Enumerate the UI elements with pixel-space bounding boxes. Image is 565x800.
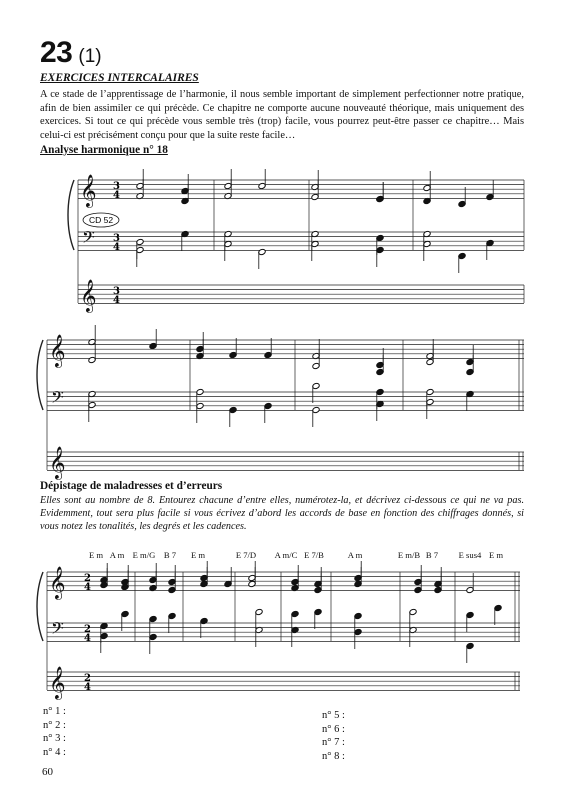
note xyxy=(376,182,384,203)
svg-text:2: 2 xyxy=(84,624,91,635)
depistage-title: Dépistage de maladresses et d’erreurs xyxy=(40,480,223,492)
staff-treble-1 xyxy=(78,180,524,198)
answer-line: n° 1 : xyxy=(43,706,66,717)
svg-text:3: 3 xyxy=(113,233,120,244)
depistage-instructions: Elles sont au nombre de 8. Entourez chacune d’entre elles, numérotez-la, et décrivez ci-dessous ce qui ne va pas. Evidemment, tout sera plus facile si vous écrivez d’abord les accords de base en fonction des chiffrages donnés, si vous notez les tonalités, les degrés et les cadences. xyxy=(40,495,524,533)
chord-symbol: E m/G xyxy=(132,550,156,560)
staff-bass-2 xyxy=(47,392,524,410)
note xyxy=(181,230,189,251)
page-number: 60 xyxy=(42,766,53,778)
cd-label: CD 52 xyxy=(88,215,114,225)
staff-treble-2 xyxy=(78,285,524,303)
time-signature xyxy=(113,286,120,306)
bass-clef-icon: 𝄢 xyxy=(51,387,64,411)
note xyxy=(258,169,266,190)
svg-text:3: 3 xyxy=(113,286,120,297)
note xyxy=(88,401,96,422)
staff-treble-5 xyxy=(47,572,520,590)
note xyxy=(100,632,108,653)
cd-badge xyxy=(83,213,119,227)
analyse-title: Analyse harmonique n° 18 xyxy=(40,144,168,156)
note xyxy=(312,349,320,370)
chord-symbol: A m xyxy=(109,550,125,560)
treble-clef-icon: 𝄞 xyxy=(49,446,66,479)
staff-treble-4 xyxy=(47,452,524,470)
bass-clef-icon: 𝄢 xyxy=(51,618,64,642)
svg-text:2: 2 xyxy=(84,573,91,584)
staff-treble-3 xyxy=(47,340,524,358)
note xyxy=(88,325,96,346)
svg-text:4: 4 xyxy=(84,633,91,644)
note xyxy=(312,406,320,427)
chord-symbol: E m xyxy=(88,550,104,560)
note xyxy=(196,402,204,423)
time-signature xyxy=(84,673,91,693)
answer-line: n° 6 : xyxy=(322,723,345,735)
note xyxy=(409,608,417,629)
note xyxy=(458,187,466,208)
chord-symbol: E 7/B xyxy=(304,550,324,560)
note xyxy=(88,343,96,364)
treble-clef-icon: 𝄞 xyxy=(49,566,66,599)
note xyxy=(466,573,474,594)
answer-line: n° 7 : xyxy=(322,737,345,749)
treble-clef-icon: 𝄞 xyxy=(80,174,97,207)
chord-symbol: E 7/D xyxy=(235,550,257,560)
treble-clef-icon: 𝄞 xyxy=(49,334,66,367)
svg-text:4: 4 xyxy=(84,682,91,693)
note xyxy=(486,239,494,260)
treble-clef-icon: 𝄞 xyxy=(49,666,66,699)
svg-text:4: 4 xyxy=(113,295,120,306)
note xyxy=(466,611,474,632)
note xyxy=(264,402,272,423)
note xyxy=(426,398,434,419)
note xyxy=(486,180,494,201)
chord-symbol: B 7 xyxy=(425,550,439,560)
note xyxy=(181,184,189,205)
chord-symbol: E m xyxy=(190,550,206,560)
time-signature xyxy=(113,181,120,201)
answer-line: n° 2 : xyxy=(43,719,66,731)
svg-text:3: 3 xyxy=(113,181,120,192)
note xyxy=(376,246,384,267)
chord-symbol: E m/B xyxy=(397,550,421,560)
brace xyxy=(37,572,43,641)
note xyxy=(458,252,466,273)
note xyxy=(311,180,319,201)
time-signature xyxy=(113,233,120,253)
section-title: EXERCICES INTERCALAIRES xyxy=(40,72,199,84)
note xyxy=(255,608,263,629)
intro-paragraph: A ce stade de l’apprentissage de l’harmonie, il nous semble important de simplement perfectionner notre pratique, afin de bien assimiler ce qui précède. Ce chapitre ne comporte aucune nouveauté théorique, mais uniquement des exercices. Si tout ce qui précède vous semble très (trop) facile, vous pourrez peut-être passer ce chapitre… Mais celui-ci est précisément conçu pour que la suite reste facile… xyxy=(40,89,524,141)
answer-line: n° 4 : xyxy=(43,746,66,758)
time-signature xyxy=(84,624,91,644)
note xyxy=(258,248,266,269)
note xyxy=(149,615,157,636)
svg-text:4: 4 xyxy=(113,242,120,253)
answer-line: n° 5 : xyxy=(322,710,345,721)
note xyxy=(466,642,474,663)
chord-symbol: A m/C xyxy=(274,550,298,560)
answers-right xyxy=(322,709,345,763)
treble-clef-icon: 𝄞 xyxy=(80,279,97,312)
answers-left xyxy=(43,705,66,759)
time-signature xyxy=(84,573,91,593)
note xyxy=(136,246,144,267)
note xyxy=(494,604,502,625)
note xyxy=(229,338,237,359)
chord-symbol: B 7 xyxy=(163,550,177,560)
chapter-part: (1) xyxy=(78,46,102,67)
answer-line: n° 3 : xyxy=(43,733,66,745)
svg-text:4: 4 xyxy=(84,582,91,593)
bass-clef-icon: 𝄢 xyxy=(82,227,95,251)
note xyxy=(149,329,157,350)
svg-text:4: 4 xyxy=(113,190,120,201)
note xyxy=(314,608,322,629)
staff-treble-6 xyxy=(47,672,520,690)
note xyxy=(224,567,232,588)
brace xyxy=(68,180,74,250)
note xyxy=(264,338,272,359)
chord-symbol: E sus4 xyxy=(458,550,482,560)
brace xyxy=(37,340,43,410)
chord-symbol: A m xyxy=(347,550,363,560)
chord-symbol: E m xyxy=(488,550,504,560)
chapter-number: 23 xyxy=(40,36,73,69)
note xyxy=(229,406,237,427)
note xyxy=(149,633,157,654)
note xyxy=(312,382,320,403)
staff-bass-1 xyxy=(78,232,524,250)
note xyxy=(354,628,362,649)
svg-text:2: 2 xyxy=(84,673,91,684)
note xyxy=(466,390,474,411)
staff-bass-3 xyxy=(47,623,520,641)
answer-line: n° 8 : xyxy=(322,750,345,762)
